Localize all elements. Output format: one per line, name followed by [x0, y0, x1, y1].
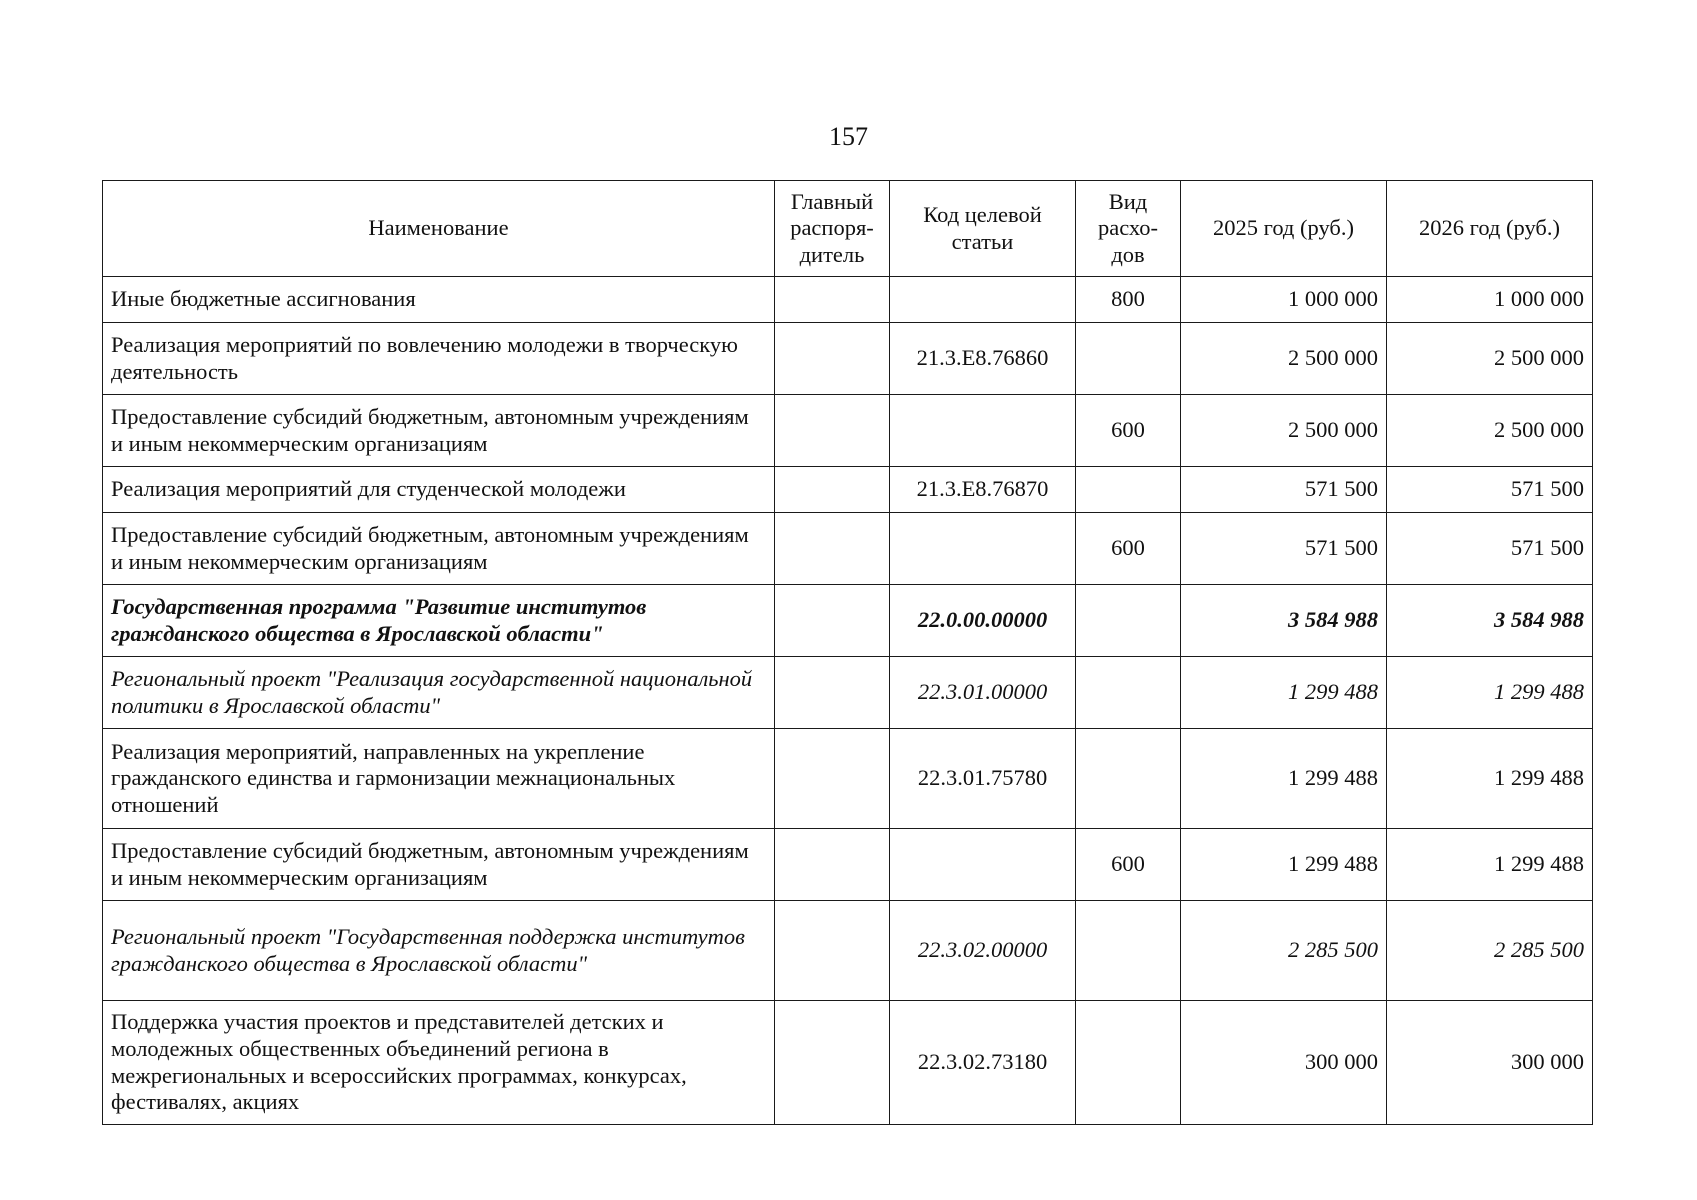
- cell-kind: 600: [1076, 395, 1181, 467]
- cell-kind: 600: [1076, 829, 1181, 901]
- cell-name: Иные бюджетные ассигнования: [103, 277, 775, 323]
- table-row: [103, 901, 1593, 1001]
- header-2025: 2025 год (руб.): [1181, 181, 1387, 277]
- table-body: [103, 277, 1593, 1125]
- cell-kind: 600: [1076, 513, 1181, 585]
- cell-kind: [1076, 467, 1181, 513]
- page-number: 157: [829, 122, 868, 151]
- cell-grbs: [775, 277, 890, 323]
- table-row: [103, 513, 1593, 585]
- cell-2026: 300 000: [1387, 1001, 1593, 1125]
- cell-2025: 300 000: [1181, 1001, 1387, 1125]
- cell-code: 22.3.02.00000: [890, 901, 1076, 1001]
- cell-grbs: [775, 513, 890, 585]
- cell-code: 22.3.02.73180: [890, 1001, 1076, 1125]
- cell-code: 21.3.E8.76870: [890, 467, 1076, 513]
- cell-grbs: [775, 829, 890, 901]
- cell-name: Предоставление субсидий бюджетным, автономным учреждениям и иным некоммерческим организациям: [103, 829, 775, 901]
- cell-code: 22.0.00.00000: [890, 585, 1076, 657]
- cell-2025: 1 299 488: [1181, 729, 1387, 829]
- cell-name: Региональный проект "Государственная поддержка институтов гражданского общества в Ярославской области": [103, 901, 775, 1001]
- table-row: [103, 395, 1593, 467]
- cell-2026: 571 500: [1387, 467, 1593, 513]
- cell-name: Государственная программа "Развитие институтов гражданского общества в Ярославской области": [103, 585, 775, 657]
- cell-kind: [1076, 901, 1181, 1001]
- cell-2025: 571 500: [1181, 467, 1387, 513]
- cell-code: 21.3.E8.76860: [890, 323, 1076, 395]
- cell-2026: 3 584 988: [1387, 585, 1593, 657]
- header-2026: 2026 год (руб.): [1387, 181, 1593, 277]
- cell-2026: 2 500 000: [1387, 395, 1593, 467]
- cell-name: Реализация мероприятий для студенческой молодежи: [103, 467, 775, 513]
- cell-2026: 1 299 488: [1387, 657, 1593, 729]
- header-kind: Вид расхо-дов: [1076, 181, 1181, 277]
- cell-grbs: [775, 395, 890, 467]
- cell-code: [890, 395, 1076, 467]
- cell-2026: 1 299 488: [1387, 729, 1593, 829]
- cell-2025: 2 500 000: [1181, 323, 1387, 395]
- cell-kind: [1076, 585, 1181, 657]
- table-row: [103, 277, 1593, 323]
- table-row: [103, 657, 1593, 729]
- cell-kind: 800: [1076, 277, 1181, 323]
- cell-grbs: [775, 657, 890, 729]
- cell-name: Реализация мероприятий, направленных на укрепление гражданского единства и гармонизации межнациональных отношений: [103, 729, 775, 829]
- cell-name: Предоставление субсидий бюджетным, автономным учреждениям и иным некоммерческим организациям: [103, 395, 775, 467]
- header-grbs: Главный распоря-дитель: [775, 181, 890, 277]
- cell-grbs: [775, 467, 890, 513]
- cell-2026: 571 500: [1387, 513, 1593, 585]
- cell-2026: 2 285 500: [1387, 901, 1593, 1001]
- table-row: [103, 323, 1593, 395]
- cell-2026: 2 500 000: [1387, 323, 1593, 395]
- table-row: [103, 467, 1593, 513]
- cell-code: [890, 513, 1076, 585]
- cell-2026: 1 299 488: [1387, 829, 1593, 901]
- table-row: [103, 1001, 1593, 1125]
- cell-code: 22.3.01.00000: [890, 657, 1076, 729]
- header-name: Наименование: [103, 181, 775, 277]
- header-code: Код целевой статьи: [890, 181, 1076, 277]
- cell-name: Реализация мероприятий по вовлечению молодежи в творческую деятельность: [103, 323, 775, 395]
- cell-kind: [1076, 323, 1181, 395]
- cell-name: Поддержка участия проектов и представителей детских и молодежных общественных объединений региона в межрегиональных и всероссийских программах, конкурсах, фестивалях, акциях: [103, 1001, 775, 1125]
- cell-2025: 3 584 988: [1181, 585, 1387, 657]
- cell-grbs: [775, 1001, 890, 1125]
- table-row: [103, 729, 1593, 829]
- cell-grbs: [775, 901, 890, 1001]
- cell-kind: [1076, 1001, 1181, 1125]
- cell-2025: 1 299 488: [1181, 829, 1387, 901]
- table-header-row: [103, 181, 1593, 277]
- table-row: [103, 585, 1593, 657]
- cell-code: 22.3.01.75780: [890, 729, 1076, 829]
- cell-2025: 571 500: [1181, 513, 1387, 585]
- cell-2025: 2 500 000: [1181, 395, 1387, 467]
- cell-2025: 1 299 488: [1181, 657, 1387, 729]
- cell-code: [890, 277, 1076, 323]
- cell-code: [890, 829, 1076, 901]
- cell-kind: [1076, 657, 1181, 729]
- cell-name: Предоставление субсидий бюджетным, автономным учреждениям и иным некоммерческим организациям: [103, 513, 775, 585]
- table-row: [103, 829, 1593, 901]
- cell-name: Региональный проект "Реализация государственной национальной политики в Ярославской области": [103, 657, 775, 729]
- cell-2025: 2 285 500: [1181, 901, 1387, 1001]
- cell-kind: [1076, 729, 1181, 829]
- cell-grbs: [775, 323, 890, 395]
- budget-table: [102, 180, 1593, 1125]
- cell-grbs: [775, 729, 890, 829]
- cell-2025: 1 000 000: [1181, 277, 1387, 323]
- cell-grbs: [775, 585, 890, 657]
- cell-2026: 1 000 000: [1387, 277, 1593, 323]
